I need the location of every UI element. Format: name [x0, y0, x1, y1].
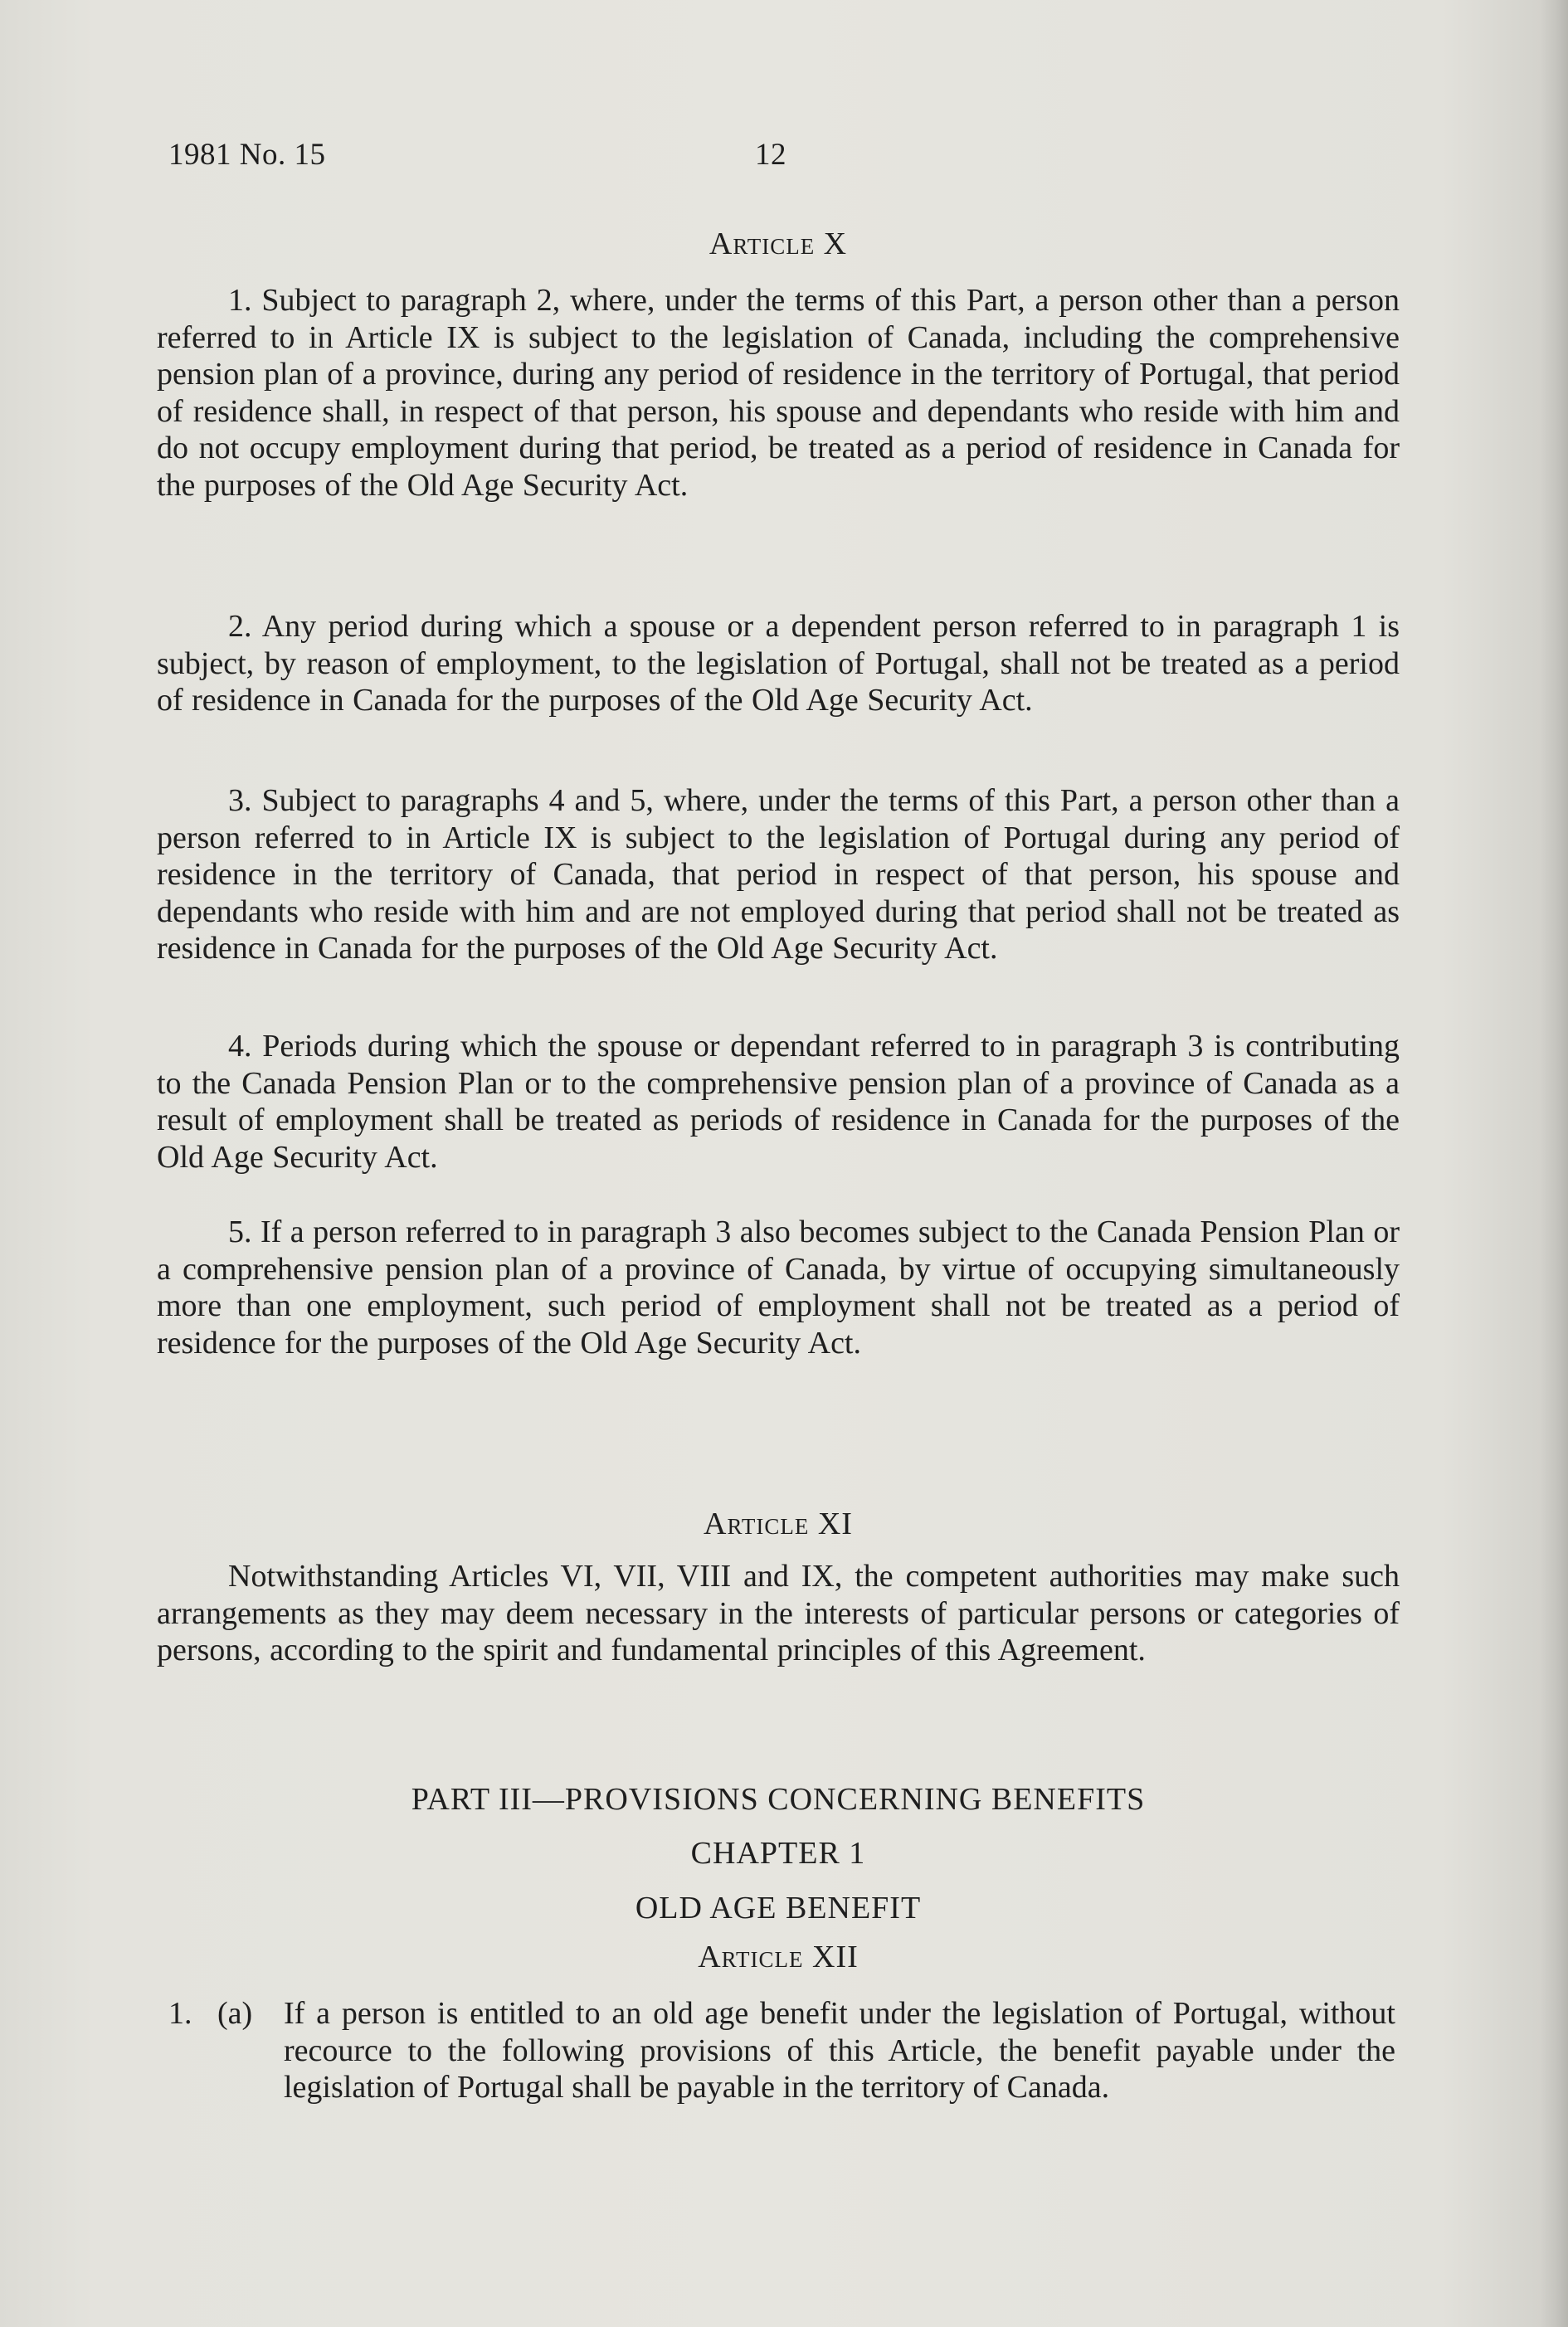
article-xii-subparagraph-letter: (a)	[217, 1996, 253, 2031]
article-x-paragraph-2: 2. Any period during which a spouse or a dependent person referred to in paragraph 1 is subject, by reason of employment, to the legislation of Portugal, shall not be treated as a period of residence in Canada for the purposes of the Old Age Security Act.	[157, 609, 1400, 718]
article-x-paragraph-1: 1. Subject to paragraph 2, where, under the terms of this Part, a person other than a person referred to in Article IX is subject to the legislation of Canada, including the comprehensive pension plan of a province, during any period of residence in the territory of Portugal, that period of residence shall, in respect of that person, his spouse and dependants who reside with him and do not occupy employment during that period, be treated as a period of residence in Canada for the purposes of the Old Age Security Act.	[157, 283, 1400, 503]
running-head-year-number: 1981 No. 15	[168, 138, 326, 172]
article-xii-paragraph-number: 1.	[168, 1996, 192, 2031]
article-x-heading: Article X	[709, 226, 848, 261]
article-xi-paragraph: Notwithstanding Articles VI, VII, VIII and IX, the competent authorities may make such arrangements as they may deem necessary in the interests of particular persons or categories of persons, according to the spirit and fundamental principles of this Agreement.	[157, 1559, 1400, 1667]
part-iii-heading: PART III—PROVISIONS CONCERNING BENEFITS	[411, 1782, 1146, 1817]
chapter-heading: CHAPTER 1	[690, 1836, 866, 1871]
article-xi-heading: Article XI	[704, 1507, 853, 1541]
chapter-title: OLD AGE BENEFIT	[635, 1891, 922, 1925]
article-x-paragraph-5: 5. If a person referred to in paragraph 3 also becomes subject to the Canada Pension Plan or a comprehensive pension plan of a province of Canada, by virtue of occupying simultaneously more than one employment, such period of employment shall not be treated as a period of residence for the purposes of the Old Age Security Act.	[157, 1215, 1400, 1361]
article-xii-subparagraph-text: If a person is entitled to an old age benefit under the legislation of Portugal, without recource to the following provisions of this Article, the benefit payable under the legislation of Portugal shall be payable in the territory of Canada.	[284, 1996, 1395, 2105]
article-x-paragraph-3: 3. Subject to paragraphs 4 and 5, where, under the terms of this Part, a person other than a person referred to in Article IX is subject to the legislation of Portugal during any period of residence in the territory of Canada, that period in respect of that person, his spouse and dependants who reside with him and are not employed during that period shall not be treated as residence in Canada for the purposes of the Old Age Security Act.	[157, 783, 1400, 966]
page-number: 12	[755, 138, 786, 172]
article-x-paragraph-4: 4. Periods during which the spouse or dependant referred to in paragraph 3 is contributing to the Canada Pension Plan or to the comprehensive pension plan of a province of Canada as a result of employment shall be treated as periods of residence in Canada for the purposes of the Old Age Security Act.	[157, 1029, 1400, 1175]
article-xii-heading: Article XII	[698, 1940, 859, 1974]
page-edge-shadow	[1540, 0, 1568, 2327]
